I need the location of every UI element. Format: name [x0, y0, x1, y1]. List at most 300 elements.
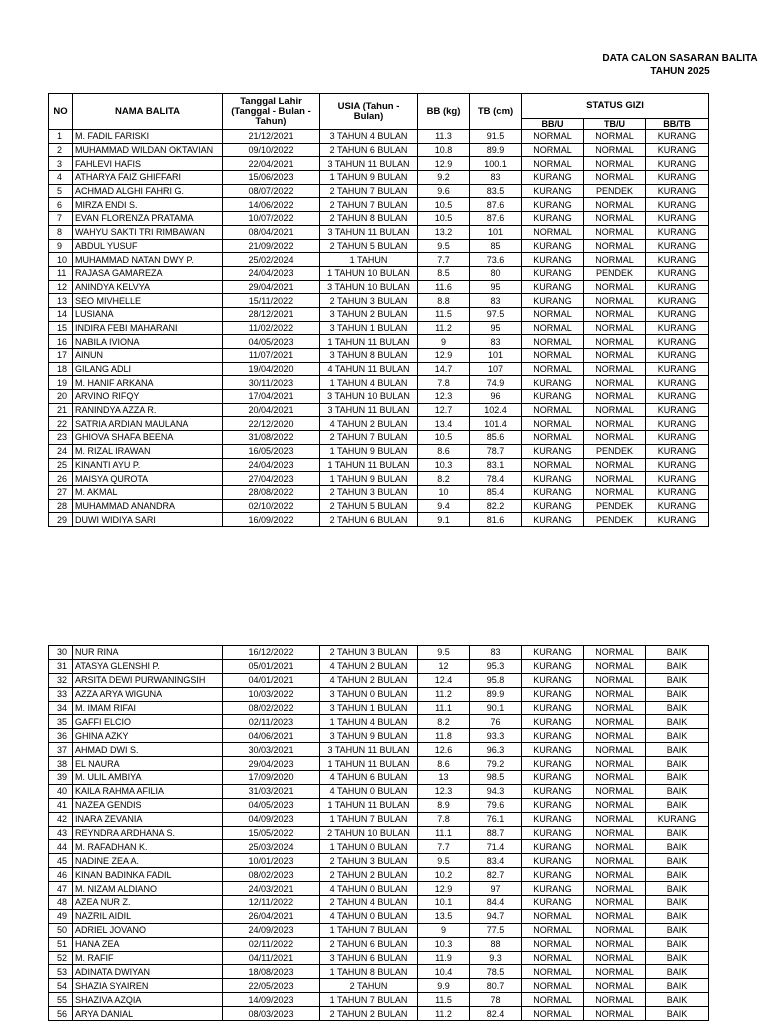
cell-bb-u: NORMAL [522, 225, 584, 239]
cell-bb-tb: BAIK [646, 965, 709, 979]
cell-no: 37 [49, 743, 73, 757]
cell-bb: 9.9 [418, 979, 470, 993]
cell-bb: 8.8 [418, 294, 470, 308]
cell-usia: 4 TAHUN 0 BULAN [320, 882, 418, 896]
table-row [49, 646, 709, 660]
header-nama: NAMA BALITA [73, 94, 223, 130]
cell-bb-u: KURANG [522, 266, 584, 280]
cell-usia: 2 TAHUN [320, 979, 418, 993]
cell-tb: 94.7 [470, 909, 522, 923]
cell-usia: 4 TAHUN 2 BULAN [320, 417, 418, 431]
cell-bb: 11.9 [418, 951, 470, 965]
cell-tanggal-lahir: 31/08/2022 [223, 431, 320, 445]
cell-nama: ADRIEL JOVANO [73, 923, 223, 937]
cell-no: 18 [49, 362, 73, 376]
cell-bb: 8.9 [418, 798, 470, 812]
cell-bb-u: NORMAL [522, 965, 584, 979]
cell-tanggal-lahir: 19/04/2020 [223, 362, 320, 376]
cell-tanggal-lahir: 14/09/2023 [223, 993, 320, 1007]
table-row [49, 253, 709, 267]
cell-tb-u: NORMAL [584, 198, 646, 212]
cell-bb: 12.9 [418, 349, 470, 363]
header-usia: USIA (Tahun - Bulan) [320, 94, 418, 130]
cell-tanggal-lahir: 27/04/2023 [223, 472, 320, 486]
cell-tb: 83.5 [470, 184, 522, 198]
table-row [49, 923, 709, 937]
cell-no: 4 [49, 171, 73, 185]
cell-nama: RANINDYA AZZA R. [73, 403, 223, 417]
cell-usia: 4 TAHUN 2 BULAN [320, 673, 418, 687]
cell-tb-u: NORMAL [584, 294, 646, 308]
cell-bb-u: KURANG [522, 854, 584, 868]
table-row [49, 909, 709, 923]
cell-tb-u: NORMAL [584, 458, 646, 472]
cell-tb-u: NORMAL [584, 673, 646, 687]
cell-bb: 8.2 [418, 472, 470, 486]
table-row [49, 403, 709, 417]
cell-tb-u: NORMAL [584, 157, 646, 171]
cell-tanggal-lahir: 21/09/2022 [223, 239, 320, 253]
cell-tanggal-lahir: 15/11/2022 [223, 294, 320, 308]
cell-usia: 2 TAHUN 6 BULAN [320, 937, 418, 951]
cell-bb-u: KURANG [522, 472, 584, 486]
cell-usia: 3 TAHUN 1 BULAN [320, 701, 418, 715]
cell-bb-u: NORMAL [522, 403, 584, 417]
cell-usia: 3 TAHUN 9 BULAN [320, 729, 418, 743]
cell-tanggal-lahir: 25/03/2024 [223, 840, 320, 854]
cell-bb-tb: BAIK [646, 673, 709, 687]
table-row [49, 212, 709, 226]
cell-nama: ATHARYA FAIZ GHIFFARI [73, 171, 223, 185]
cell-tb: 107 [470, 362, 522, 376]
cell-tanggal-lahir: 04/05/2023 [223, 335, 320, 349]
table-row [49, 659, 709, 673]
table-row [49, 280, 709, 294]
table-row [49, 198, 709, 212]
cell-tb-u: NORMAL [584, 771, 646, 785]
cell-tanggal-lahir: 08/03/2023 [223, 1007, 320, 1021]
cell-tanggal-lahir: 17/04/2021 [223, 390, 320, 404]
cell-no: 48 [49, 896, 73, 910]
cell-tb-u: NORMAL [584, 253, 646, 267]
cell-tb: 87.6 [470, 212, 522, 226]
cell-nama: NAZEA GENDIS [73, 798, 223, 812]
cell-nama: GHIOVA SHAFA BEENA [73, 431, 223, 445]
cell-tb-u: NORMAL [584, 965, 646, 979]
cell-tanggal-lahir: 17/09/2020 [223, 771, 320, 785]
cell-nama: ACHMAD ALGHI FAHRI G. [73, 184, 223, 198]
cell-bb-u: KURANG [522, 646, 584, 660]
cell-tb: 89.9 [470, 143, 522, 157]
cell-tanggal-lahir: 22/05/2023 [223, 979, 320, 993]
cell-usia: 3 TAHUN 4 BULAN [320, 130, 418, 144]
cell-bb-tb: KURANG [646, 499, 709, 513]
cell-bb-u: KURANG [522, 743, 584, 757]
cell-tb-u: NORMAL [584, 743, 646, 757]
cell-nama: M. RIZAL IRAWAN [73, 444, 223, 458]
cell-usia: 2 TAHUN 4 BULAN [320, 896, 418, 910]
cell-tanggal-lahir: 24/03/2021 [223, 882, 320, 896]
cell-bb-u: KURANG [522, 729, 584, 743]
cell-bb-tb: BAIK [646, 882, 709, 896]
cell-nama: AINUN [73, 349, 223, 363]
cell-tb-u: NORMAL [584, 715, 646, 729]
cell-tanggal-lahir: 08/07/2022 [223, 184, 320, 198]
cell-no: 50 [49, 923, 73, 937]
table-row [49, 993, 709, 1007]
cell-bb: 11.1 [418, 701, 470, 715]
table-row [49, 157, 709, 171]
cell-nama: WAHYU SAKTI TRI RIMBAWAN [73, 225, 223, 239]
cell-bb: 13.4 [418, 417, 470, 431]
cell-tb-u: NORMAL [584, 417, 646, 431]
cell-bb-tb: BAIK [646, 923, 709, 937]
cell-tb-u: NORMAL [584, 212, 646, 226]
cell-tb: 83 [470, 335, 522, 349]
cell-no: 32 [49, 673, 73, 687]
cell-bb-u: NORMAL [522, 143, 584, 157]
table-row [49, 335, 709, 349]
cell-bb-tb: KURANG [646, 266, 709, 280]
cell-tanggal-lahir: 10/07/2022 [223, 212, 320, 226]
cell-bb: 11.1 [418, 826, 470, 840]
cell-tb: 94.3 [470, 784, 522, 798]
cell-usia: 1 TAHUN 8 BULAN [320, 965, 418, 979]
table-row [49, 294, 709, 308]
cell-nama: ARSITA DEWI PURWANINGSIH [73, 673, 223, 687]
cell-bb-u: KURANG [522, 826, 584, 840]
cell-nama: GILANG ADLI [73, 362, 223, 376]
cell-bb-tb: KURANG [646, 239, 709, 253]
cell-bb-tb: BAIK [646, 784, 709, 798]
cell-no: 25 [49, 458, 73, 472]
table-row [49, 349, 709, 363]
cell-no: 15 [49, 321, 73, 335]
cell-bb: 8.5 [418, 266, 470, 280]
cell-tb: 88 [470, 937, 522, 951]
table-body-part-2 [49, 646, 709, 1021]
cell-nama: M. AKMAL [73, 485, 223, 499]
table-row [49, 826, 709, 840]
cell-tanggal-lahir: 28/08/2022 [223, 485, 320, 499]
cell-nama: M. ULIL AMBIYA [73, 771, 223, 785]
cell-bb-tb: KURANG [646, 294, 709, 308]
cell-bb: 12.4 [418, 673, 470, 687]
cell-bb-u: KURANG [522, 757, 584, 771]
cell-tb-u: NORMAL [584, 868, 646, 882]
cell-no: 35 [49, 715, 73, 729]
cell-no: 9 [49, 239, 73, 253]
cell-tanggal-lahir: 31/03/2021 [223, 784, 320, 798]
cell-tanggal-lahir: 29/04/2023 [223, 757, 320, 771]
cell-usia: 1 TAHUN 10 BULAN [320, 266, 418, 280]
cell-nama: INARA ZEVANIA [73, 812, 223, 826]
cell-bb: 9.4 [418, 499, 470, 513]
table-row [49, 130, 709, 144]
cell-no: 45 [49, 854, 73, 868]
title-line-1: DATA CALON SASARAN BALITA [602, 53, 758, 64]
cell-bb-tb: BAIK [646, 729, 709, 743]
cell-tb: 76 [470, 715, 522, 729]
cell-nama: EVAN FLORENZA PRATAMA [73, 212, 223, 226]
cell-no: 40 [49, 784, 73, 798]
cell-bb-tb: KURANG [646, 458, 709, 472]
cell-usia: 3 TAHUN 2 BULAN [320, 307, 418, 321]
cell-nama: AHMAD DWI S. [73, 743, 223, 757]
cell-tb-u: NORMAL [584, 1007, 646, 1021]
cell-tb-u: NORMAL [584, 171, 646, 185]
cell-bb-tb: KURANG [646, 198, 709, 212]
cell-tb-u: NORMAL [584, 687, 646, 701]
cell-usia: 3 TAHUN 11 BULAN [320, 403, 418, 417]
cell-bb-tb: KURANG [646, 485, 709, 499]
cell-no: 44 [49, 840, 73, 854]
cell-bb: 9.2 [418, 171, 470, 185]
cell-bb-u: KURANG [522, 840, 584, 854]
cell-no: 14 [49, 307, 73, 321]
cell-tanggal-lahir: 02/11/2023 [223, 715, 320, 729]
cell-tanggal-lahir: 24/04/2023 [223, 458, 320, 472]
cell-bb-u: NORMAL [522, 362, 584, 376]
cell-bb: 12 [418, 659, 470, 673]
cell-tb: 9.3 [470, 951, 522, 965]
table-row [49, 499, 709, 513]
cell-bb-tb: BAIK [646, 826, 709, 840]
cell-bb-tb: KURANG [646, 513, 709, 527]
cell-tanggal-lahir: 04/06/2021 [223, 729, 320, 743]
cell-tb: 93.3 [470, 729, 522, 743]
cell-tb: 83 [470, 646, 522, 660]
cell-bb-u: KURANG [522, 239, 584, 253]
cell-tb-u: PENDEK [584, 266, 646, 280]
cell-bb-tb: KURANG [646, 130, 709, 144]
cell-bb-tb: KURANG [646, 362, 709, 376]
cell-bb-u: NORMAL [522, 923, 584, 937]
cell-tb: 83.4 [470, 854, 522, 868]
cell-tb: 78.4 [470, 472, 522, 486]
cell-tanggal-lahir: 16/05/2023 [223, 444, 320, 458]
cell-nama: M. NIZAM ALDIANO [73, 882, 223, 896]
cell-no: 20 [49, 390, 73, 404]
cell-no: 22 [49, 417, 73, 431]
cell-no: 34 [49, 701, 73, 715]
cell-bb: 10.5 [418, 198, 470, 212]
cell-tb: 95 [470, 321, 522, 335]
cell-bb-u: NORMAL [522, 307, 584, 321]
cell-no: 46 [49, 868, 73, 882]
cell-tb: 79.6 [470, 798, 522, 812]
cell-no: 55 [49, 993, 73, 1007]
cell-tb-u: NORMAL [584, 826, 646, 840]
cell-bb-tb: KURANG [646, 431, 709, 445]
cell-tb-u: NORMAL [584, 307, 646, 321]
table-body-part-1 [49, 130, 709, 527]
table-row [49, 307, 709, 321]
cell-tb: 73.6 [470, 253, 522, 267]
table-row [49, 485, 709, 499]
cell-no: 23 [49, 431, 73, 445]
cell-bb-u: NORMAL [522, 335, 584, 349]
cell-usia: 2 TAHUN 10 BULAN [320, 826, 418, 840]
header-status-gizi: STATUS GIZI [522, 94, 709, 119]
cell-tanggal-lahir: 30/11/2023 [223, 376, 320, 390]
cell-bb-tb: BAIK [646, 646, 709, 660]
cell-tb: 101.4 [470, 417, 522, 431]
cell-bb-u: KURANG [522, 280, 584, 294]
cell-tb-u: NORMAL [584, 239, 646, 253]
cell-tanggal-lahir: 12/11/2022 [223, 896, 320, 910]
cell-tanggal-lahir: 15/06/2023 [223, 171, 320, 185]
cell-bb-tb: KURANG [646, 472, 709, 486]
cell-usia: 1 TAHUN 9 BULAN [320, 472, 418, 486]
cell-tb: 95.8 [470, 673, 522, 687]
cell-no: 52 [49, 951, 73, 965]
cell-bb: 10.2 [418, 868, 470, 882]
cell-tb: 79.2 [470, 757, 522, 771]
cell-bb-u: KURANG [522, 444, 584, 458]
cell-bb: 12.3 [418, 784, 470, 798]
cell-bb: 11.8 [418, 729, 470, 743]
cell-tanggal-lahir: 05/01/2021 [223, 659, 320, 673]
document-title [520, 52, 768, 78]
cell-tanggal-lahir: 11/02/2022 [223, 321, 320, 335]
cell-nama: RAJASA GAMAREZA [73, 266, 223, 280]
table-row [49, 937, 709, 951]
cell-tanggal-lahir: 14/06/2022 [223, 198, 320, 212]
cell-usia: 4 TAHUN 11 BULAN [320, 362, 418, 376]
cell-nama: AZEA NUR Z. [73, 896, 223, 910]
cell-no: 3 [49, 157, 73, 171]
cell-nama: KAILA RAHMA AFILIA [73, 784, 223, 798]
cell-tb-u: NORMAL [584, 951, 646, 965]
cell-tb-u: NORMAL [584, 130, 646, 144]
cell-tb: 95.3 [470, 659, 522, 673]
table-row [49, 1007, 709, 1021]
cell-bb-u: KURANG [522, 896, 584, 910]
cell-bb-tb: BAIK [646, 868, 709, 882]
cell-bb-tb: BAIK [646, 896, 709, 910]
cell-no: 47 [49, 882, 73, 896]
cell-bb-u: KURANG [522, 253, 584, 267]
cell-no: 19 [49, 376, 73, 390]
cell-tb-u: NORMAL [584, 225, 646, 239]
cell-usia: 1 TAHUN 11 BULAN [320, 757, 418, 771]
cell-bb: 10 [418, 485, 470, 499]
cell-usia: 4 TAHUN 0 BULAN [320, 784, 418, 798]
cell-tb-u: NORMAL [584, 485, 646, 499]
cell-tb: 102.4 [470, 403, 522, 417]
cell-usia: 2 TAHUN 3 BULAN [320, 485, 418, 499]
cell-usia: 4 TAHUN 2 BULAN [320, 659, 418, 673]
cell-tb: 85.6 [470, 431, 522, 445]
cell-usia: 2 TAHUN 6 BULAN [320, 513, 418, 527]
cell-no: 41 [49, 798, 73, 812]
cell-nama: HANA ZEA [73, 937, 223, 951]
cell-no: 42 [49, 812, 73, 826]
cell-tb-u: PENDEK [584, 513, 646, 527]
cell-nama: ATASYA GLENSHI P. [73, 659, 223, 673]
cell-bb-u: KURANG [522, 499, 584, 513]
cell-bb: 10.5 [418, 431, 470, 445]
cell-nama: MUHAMMAD ANANDRA [73, 499, 223, 513]
cell-usia: 1 TAHUN 9 BULAN [320, 171, 418, 185]
cell-bb-tb: KURANG [646, 376, 709, 390]
cell-bb-u: NORMAL [522, 951, 584, 965]
cell-no: 51 [49, 937, 73, 951]
cell-usia: 2 TAHUN 3 BULAN [320, 646, 418, 660]
cell-bb: 11.5 [418, 993, 470, 1007]
header-no: NO [49, 94, 73, 130]
cell-bb: 9 [418, 335, 470, 349]
cell-bb: 10.3 [418, 937, 470, 951]
cell-no: 26 [49, 472, 73, 486]
cell-tanggal-lahir: 29/04/2021 [223, 280, 320, 294]
cell-usia: 1 TAHUN 4 BULAN [320, 715, 418, 729]
cell-tb: 96 [470, 390, 522, 404]
cell-no: 38 [49, 757, 73, 771]
cell-nama: SATRIA ARDIAN MAULANA [73, 417, 223, 431]
cell-tb-u: NORMAL [584, 757, 646, 771]
cell-tb: 78 [470, 993, 522, 1007]
cell-bb-u: KURANG [522, 687, 584, 701]
cell-usia: 4 TAHUN 6 BULAN [320, 771, 418, 785]
cell-tanggal-lahir: 10/01/2023 [223, 854, 320, 868]
cell-bb: 11.5 [418, 307, 470, 321]
cell-usia: 2 TAHUN 5 BULAN [320, 239, 418, 253]
cell-tb: 82.7 [470, 868, 522, 882]
cell-tb-u: NORMAL [584, 979, 646, 993]
cell-bb-u: KURANG [522, 701, 584, 715]
cell-tanggal-lahir: 28/12/2021 [223, 307, 320, 321]
cell-bb: 12.9 [418, 882, 470, 896]
cell-bb-tb: KURANG [646, 184, 709, 198]
cell-usia: 2 TAHUN 7 BULAN [320, 198, 418, 212]
cell-no: 21 [49, 403, 73, 417]
cell-usia: 1 TAHUN 11 BULAN [320, 335, 418, 349]
cell-tb-u: NORMAL [584, 701, 646, 715]
cell-bb-tb: KURANG [646, 171, 709, 185]
cell-tb-u: NORMAL [584, 143, 646, 157]
cell-bb-u: KURANG [522, 715, 584, 729]
cell-bb-tb: BAIK [646, 840, 709, 854]
header-bb-tb: BB/TB [646, 119, 709, 130]
cell-bb-tb: BAIK [646, 659, 709, 673]
cell-tb: 78.7 [470, 444, 522, 458]
cell-tb: 81.6 [470, 513, 522, 527]
cell-nama: LUSIANA [73, 307, 223, 321]
cell-usia: 3 TAHUN 8 BULAN [320, 349, 418, 363]
table-row [49, 266, 709, 280]
cell-bb-tb: BAIK [646, 743, 709, 757]
cell-bb: 11.2 [418, 321, 470, 335]
cell-tb: 101 [470, 225, 522, 239]
cell-nama: SHAZIVA AZQIA [73, 993, 223, 1007]
table-row [49, 171, 709, 185]
cell-no: 11 [49, 266, 73, 280]
cell-nama: DUWI WIDIYA SARI [73, 513, 223, 527]
cell-bb-u: NORMAL [522, 979, 584, 993]
cell-tb-u: NORMAL [584, 784, 646, 798]
cell-bb-tb: BAIK [646, 771, 709, 785]
cell-nama: MIRZA ENDI S. [73, 198, 223, 212]
cell-nama: M. RAFADHAN K. [73, 840, 223, 854]
cell-usia: 2 TAHUN 7 BULAN [320, 431, 418, 445]
cell-bb-tb: BAIK [646, 715, 709, 729]
cell-tanggal-lahir: 02/10/2022 [223, 499, 320, 513]
cell-usia: 2 TAHUN 8 BULAN [320, 212, 418, 226]
cell-usia: 1 TAHUN 0 BULAN [320, 840, 418, 854]
table-row [49, 868, 709, 882]
